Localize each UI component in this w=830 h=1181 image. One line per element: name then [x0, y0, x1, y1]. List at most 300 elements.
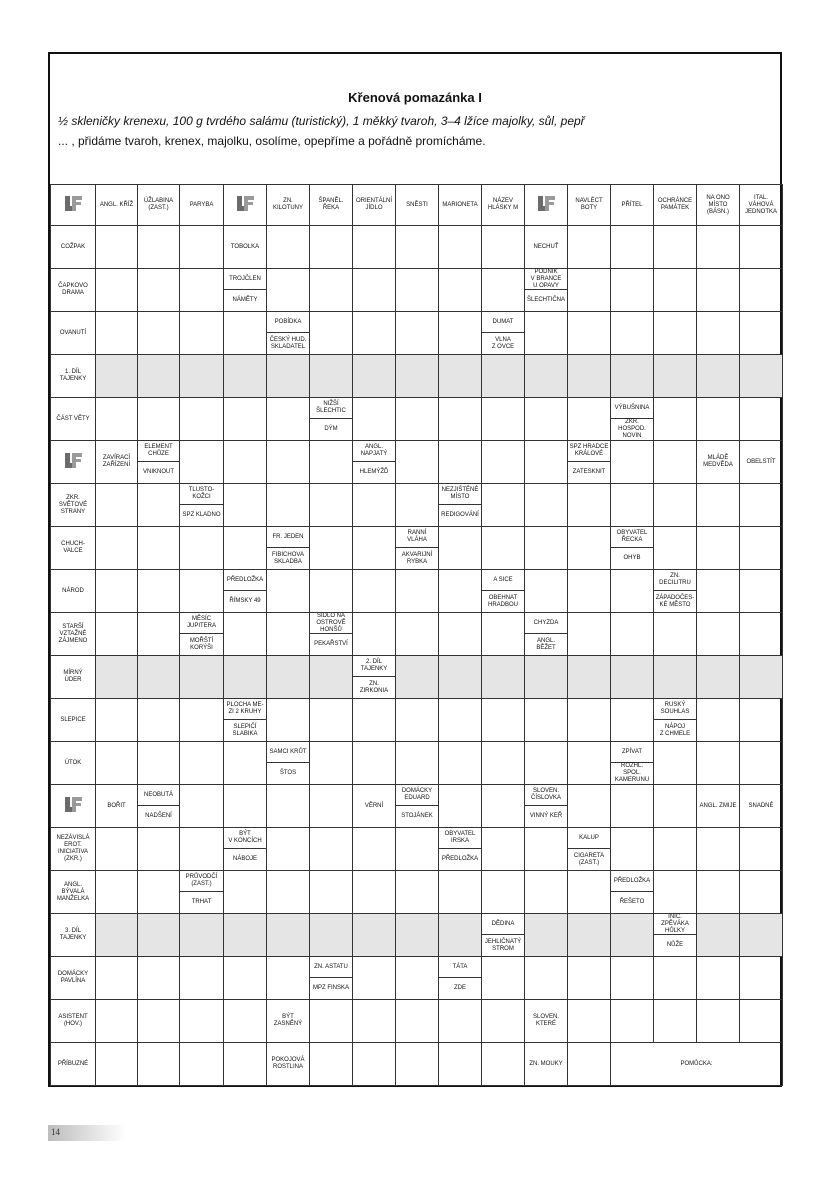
answer-cell	[310, 269, 353, 312]
answer-cell	[353, 742, 396, 785]
answer-cell	[439, 742, 482, 785]
answer-cell	[482, 1000, 525, 1043]
clue-cell	[51, 484, 96, 527]
answer-cell	[439, 699, 482, 742]
clue-cell	[525, 1000, 568, 1043]
answer-cell	[267, 269, 310, 312]
clue-text-bottom: SLEPIČÍ SLABIKA	[232, 723, 258, 737]
answer-cell	[180, 441, 224, 484]
split-clue-cell	[482, 914, 525, 957]
clue-text-top: RUSKÝ SOUHLAS	[654, 699, 696, 720]
clue-text-bottom: PEKAŘSTVÍ	[314, 641, 348, 647]
answer-cell	[482, 398, 525, 441]
answer-cell	[525, 355, 568, 398]
split-clue-cell	[611, 742, 654, 785]
clue-text-bottom: ŘEŠETO	[619, 899, 645, 905]
clue-text: ZAVÍRACÍ ZAŘÍZENÍ	[102, 455, 131, 468]
answer-cell	[740, 699, 783, 742]
clue-text-top: PODNIK V BRANCE U OPAVY	[525, 269, 567, 290]
answer-cell	[697, 312, 740, 355]
split-clue-cell	[439, 957, 482, 1000]
answer-cell	[654, 957, 697, 1000]
answer-cell	[310, 699, 353, 742]
answer-cell	[740, 484, 783, 527]
clue-text: ZN. MOUKY	[529, 1060, 563, 1067]
grid-row	[51, 957, 783, 1000]
answer-cell	[525, 699, 568, 742]
answer-cell	[568, 355, 611, 398]
answer-cell	[138, 355, 180, 398]
clue-text-top: TROJČLEN	[224, 269, 266, 290]
grid-row	[51, 742, 783, 785]
clue-cell	[525, 1043, 568, 1086]
answer-cell	[396, 742, 439, 785]
clue-text: VĚRNÍ	[364, 802, 384, 809]
answer-cell	[740, 570, 783, 613]
answer-cell	[568, 527, 611, 570]
answer-cell	[138, 226, 180, 269]
lf-logo-icon	[63, 452, 83, 472]
answer-cell	[740, 312, 783, 355]
answer-cell	[568, 570, 611, 613]
clue-cell	[51, 269, 96, 312]
clue-text-bottom: FIBICHOVA SKLADBA	[272, 551, 304, 565]
clue-text-top: VÝBUŠNINA	[611, 398, 653, 419]
answer-cell	[697, 871, 740, 914]
split-clue-cell	[224, 269, 267, 312]
clue-text-top: DĚDINA	[482, 914, 524, 935]
clue-cell	[138, 185, 180, 226]
clue-text-top: TLUSTO- KOŽCI	[180, 484, 223, 505]
answer-cell	[740, 613, 783, 656]
split-clue-cell	[180, 871, 224, 914]
answer-cell	[310, 355, 353, 398]
answer-cell	[568, 785, 611, 828]
clue-cell	[654, 185, 697, 226]
split-clue-cell	[525, 785, 568, 828]
clue-text-bottom: ZÁPADOČES- KÉ MĚSTO	[655, 594, 695, 608]
clue-text-top: BÝT V KONCÍCH	[224, 828, 266, 849]
clue-text-top: DUMAT	[482, 312, 524, 333]
answer-cell	[654, 742, 697, 785]
answer-cell	[568, 914, 611, 957]
grid-row	[51, 398, 783, 441]
answer-cell	[224, 656, 267, 699]
answer-cell	[96, 312, 138, 355]
answer-cell	[482, 957, 525, 1000]
answer-cell	[224, 398, 267, 441]
clue-text-top: DOMÁCKY EDUARD	[396, 785, 438, 806]
answer-cell	[180, 656, 224, 699]
answer-cell	[396, 312, 439, 355]
clue-cell	[96, 441, 138, 484]
answer-cell	[611, 312, 654, 355]
answer-cell	[138, 828, 180, 871]
clue-text-top: PRŮVODČÍ (ZAST.)	[180, 871, 223, 892]
answer-cell	[697, 742, 740, 785]
crossword-grid	[50, 184, 783, 1086]
clue-text-top: ZN. ASTATU	[310, 957, 352, 978]
clue-text: PARYBA	[189, 201, 214, 208]
answer-cell	[224, 484, 267, 527]
hint-cell	[611, 1043, 783, 1086]
answer-cell	[740, 226, 783, 269]
answer-cell	[96, 656, 138, 699]
answer-cell	[224, 1043, 267, 1086]
clue-cell	[740, 785, 783, 828]
split-clue-cell	[353, 441, 396, 484]
grid-row	[51, 699, 783, 742]
clue-text-bottom: OHYB	[623, 555, 641, 561]
answer-cell	[180, 1043, 224, 1086]
lf-logo-svg	[63, 195, 83, 212]
clue-text-top: SLOVEN. ČÍSLOVKA	[525, 785, 567, 806]
clue-text: NA ONO MÍSTO (BÁSN.)	[706, 194, 730, 215]
lf-logo-cell	[51, 785, 96, 828]
answer-cell	[267, 484, 310, 527]
answer-cell	[611, 699, 654, 742]
answer-cell	[267, 871, 310, 914]
clue-text: ÚTOK	[64, 759, 82, 766]
answer-cell	[96, 1000, 138, 1043]
clue-text-bottom: ŠLECHTIČNA	[526, 297, 565, 303]
clue-text: ITAL. VÁHOVÁ JEDNOTKA	[744, 194, 777, 215]
answer-cell	[267, 613, 310, 656]
answer-cell	[138, 656, 180, 699]
clue-text-bottom: SPZ KLADNO	[182, 512, 221, 518]
answer-cell	[525, 914, 568, 957]
answer-cell	[353, 355, 396, 398]
answer-cell	[568, 742, 611, 785]
answer-cell	[439, 1043, 482, 1086]
split-clue-cell	[611, 871, 654, 914]
clue-text-top: NIŽŠÍ ŠLECHTIC	[310, 398, 352, 419]
answer-cell	[654, 871, 697, 914]
answer-cell	[138, 1043, 180, 1086]
answer-cell	[310, 785, 353, 828]
answer-cell	[267, 441, 310, 484]
clue-text-top: ANGL. NAPJATÝ	[353, 441, 395, 462]
answer-cell	[740, 398, 783, 441]
answer-cell	[525, 871, 568, 914]
answer-cell	[138, 613, 180, 656]
answer-cell	[96, 957, 138, 1000]
clue-text: COŽPAK	[60, 243, 86, 250]
answer-cell	[267, 355, 310, 398]
answer-cell	[396, 828, 439, 871]
answer-cell	[568, 312, 611, 355]
answer-cell	[439, 269, 482, 312]
clue-text-top: OBYVATEL ŘECKA	[611, 527, 653, 548]
lf-logo-icon	[536, 195, 556, 215]
split-clue-cell	[224, 828, 267, 871]
clue-text-bottom: TRHAT	[191, 899, 212, 905]
answer-cell	[740, 742, 783, 785]
answer-cell	[224, 355, 267, 398]
clue-text: BOŘIT	[107, 802, 126, 809]
split-clue-cell	[138, 785, 180, 828]
grid-row	[51, 613, 783, 656]
answer-cell	[439, 226, 482, 269]
clue-text-top: TÁTA	[439, 957, 481, 978]
clue-text-top: 2. DÍL TAJENKY	[353, 656, 395, 677]
clue-text: SLOVEN. KTERÉ	[532, 1014, 559, 1027]
clue-text: ZN. KILOTUNY	[272, 198, 303, 211]
answer-cell	[439, 527, 482, 570]
answer-cell	[353, 1043, 396, 1086]
clue-text: MARIONETA	[442, 201, 478, 208]
clue-text-bottom: JEHLIČNATÝ STROM	[484, 938, 522, 952]
lf-logo-icon	[235, 195, 255, 215]
split-clue-cell	[310, 613, 353, 656]
answer-cell	[568, 699, 611, 742]
answer-cell	[310, 742, 353, 785]
clue-text-bottom: NADŠENÍ	[145, 813, 172, 819]
clue-text-top: PŘEDLOŽKA	[224, 570, 266, 591]
grid-row	[51, 355, 783, 398]
grid-row	[51, 226, 783, 269]
answer-cell	[353, 312, 396, 355]
clue-text-bottom: ZN. ZIRKONIA	[359, 680, 389, 694]
answer-cell	[482, 742, 525, 785]
answer-cell	[439, 398, 482, 441]
answer-cell	[267, 785, 310, 828]
answer-cell	[611, 828, 654, 871]
page-number-tab	[48, 1125, 126, 1141]
answer-cell	[96, 828, 138, 871]
answer-cell	[654, 828, 697, 871]
answer-cell	[353, 269, 396, 312]
answer-cell	[396, 914, 439, 957]
answer-cell	[439, 914, 482, 957]
split-clue-cell	[396, 785, 439, 828]
clue-cell	[267, 1000, 310, 1043]
page-number: 14	[51, 1127, 60, 1137]
grid-row	[51, 570, 783, 613]
answer-cell	[525, 312, 568, 355]
split-clue-cell	[482, 312, 525, 355]
answer-cell	[568, 957, 611, 1000]
grid-row	[51, 527, 783, 570]
clue-cell	[611, 185, 654, 226]
answer-cell	[180, 570, 224, 613]
answer-cell	[267, 398, 310, 441]
clue-text-bottom: HLEMÝŽĎ	[359, 469, 389, 475]
split-clue-cell	[224, 699, 267, 742]
clue-text: NÁZEV HLÁSKY M	[487, 198, 519, 211]
answer-cell	[611, 226, 654, 269]
clue-text-bottom: MPZ FINSKA	[312, 985, 349, 991]
answer-cell	[611, 785, 654, 828]
answer-cell	[654, 527, 697, 570]
clue-text: ČAPKOVO DRAMA	[58, 283, 88, 296]
answer-cell	[697, 613, 740, 656]
answer-cell	[439, 441, 482, 484]
answer-cell	[180, 914, 224, 957]
answer-cell	[396, 269, 439, 312]
clue-cell	[267, 185, 310, 226]
answer-cell	[310, 914, 353, 957]
clue-text: POKOJOVÁ ROSTLINA	[271, 1057, 305, 1070]
answer-cell	[482, 828, 525, 871]
recipe-instructions: ... , přidáme tvaroh, krenex, majolku, osolíme, opepříme a pořádně promícháme.	[58, 134, 486, 148]
lf-logo-svg	[536, 195, 556, 212]
split-clue-cell	[439, 828, 482, 871]
clue-text-bottom: ROZHL. SPOL. KAMERUNU	[614, 763, 650, 783]
answer-cell	[310, 828, 353, 871]
answer-cell	[396, 1043, 439, 1086]
lf-logo-cell	[51, 441, 96, 484]
answer-cell	[396, 441, 439, 484]
split-clue-cell	[310, 398, 353, 441]
answer-cell	[224, 957, 267, 1000]
answer-cell	[396, 613, 439, 656]
answer-cell	[525, 398, 568, 441]
answer-cell	[525, 957, 568, 1000]
answer-cell	[96, 484, 138, 527]
lf-logo-svg	[235, 195, 255, 212]
split-clue-cell	[180, 613, 224, 656]
answer-cell	[96, 226, 138, 269]
clue-cell	[51, 527, 96, 570]
answer-cell	[310, 441, 353, 484]
answer-cell	[697, 1000, 740, 1043]
clue-text: ČÁST VĚTY	[56, 415, 90, 422]
clue-text: STARŠÍ VZTAŽNÉ ZÁJMENO	[58, 623, 88, 644]
grid-row	[51, 871, 783, 914]
grid-row	[51, 785, 783, 828]
crossword-frame	[48, 52, 782, 1087]
answer-cell	[654, 312, 697, 355]
answer-cell	[138, 484, 180, 527]
clue-text: NÁROD	[62, 587, 84, 594]
answer-cell	[611, 441, 654, 484]
answer-cell	[654, 484, 697, 527]
grid-row	[51, 269, 783, 312]
answer-cell	[267, 957, 310, 1000]
lf-logo-cell	[525, 185, 568, 226]
clue-text: NAVLÉCT BOTY	[575, 198, 603, 211]
clue-text: 3. DÍL TAJENKY	[59, 928, 87, 941]
answer-cell	[180, 398, 224, 441]
answer-cell	[482, 355, 525, 398]
split-clue-cell	[267, 527, 310, 570]
answer-cell	[267, 570, 310, 613]
answer-cell	[353, 527, 396, 570]
answer-cell	[396, 226, 439, 269]
answer-cell	[525, 484, 568, 527]
clue-cell	[51, 828, 96, 871]
grid-row	[51, 1043, 783, 1086]
clue-cell	[353, 785, 396, 828]
answer-cell	[482, 527, 525, 570]
answer-cell	[611, 656, 654, 699]
clue-text-bottom: NŮŽE	[666, 942, 684, 948]
clue-text-top: A SICE	[482, 570, 524, 591]
answer-cell	[697, 355, 740, 398]
clue-text: SNĚSTI	[406, 201, 428, 208]
answer-cell	[525, 828, 568, 871]
clue-cell	[51, 613, 96, 656]
clue-cell	[740, 185, 783, 226]
answer-cell	[180, 742, 224, 785]
clue-text-top: ZPÍVAT	[611, 742, 653, 763]
hint-label: POMŮCKA:	[680, 1060, 713, 1067]
answer-cell	[180, 699, 224, 742]
clue-text: SLEPICE	[60, 716, 86, 723]
clue-text-bottom: REDIGOVÁNÍ	[441, 512, 479, 518]
clue-text-bottom: NÁBOJE	[232, 856, 257, 862]
clue-text: OCHRÁNCE PAMÁTEK	[657, 198, 693, 211]
answer-cell	[654, 441, 697, 484]
answer-cell	[611, 484, 654, 527]
clue-text: TOBOLKA	[230, 243, 260, 250]
answer-cell	[697, 699, 740, 742]
answer-cell	[396, 484, 439, 527]
answer-cell	[654, 355, 697, 398]
clue-text-top: CHYZDA	[525, 613, 567, 634]
lf-logo-icon	[63, 195, 83, 215]
answer-cell	[180, 312, 224, 355]
split-clue-cell	[224, 570, 267, 613]
clue-text: ANGL. BÝVALÁ MANŽELKA	[56, 881, 90, 902]
answer-cell	[740, 914, 783, 957]
split-clue-cell	[568, 828, 611, 871]
answer-cell	[568, 1043, 611, 1086]
answer-cell	[353, 914, 396, 957]
clue-text-top: KALUP	[568, 828, 610, 849]
answer-cell	[180, 527, 224, 570]
answer-cell	[740, 355, 783, 398]
answer-cell	[138, 527, 180, 570]
clue-text-top: MĚSÍC JUPITERA	[180, 613, 223, 634]
answer-cell	[224, 785, 267, 828]
answer-cell	[611, 355, 654, 398]
answer-cell	[396, 355, 439, 398]
answer-cell	[654, 398, 697, 441]
clue-text: CHUCH- VALCE	[61, 541, 85, 554]
answer-cell	[439, 656, 482, 699]
clue-text: ZKR. SVĚTOVÉ STRANY	[58, 494, 88, 515]
answer-cell	[654, 785, 697, 828]
answer-cell	[310, 226, 353, 269]
clue-text-top: NEZJIŠTĚNÉ MÍSTO	[439, 484, 481, 505]
clue-cell	[353, 185, 396, 226]
answer-cell	[96, 1043, 138, 1086]
answer-cell	[697, 957, 740, 1000]
answer-cell	[353, 226, 396, 269]
answer-cell	[353, 957, 396, 1000]
answer-cell	[482, 785, 525, 828]
answer-cell	[697, 484, 740, 527]
answer-cell	[740, 1000, 783, 1043]
answer-cell	[310, 656, 353, 699]
clue-text-bottom: DÝM	[324, 426, 338, 432]
answer-cell	[482, 699, 525, 742]
answer-cell	[654, 1000, 697, 1043]
clue-text: OVANUTÍ	[59, 329, 87, 336]
clue-cell	[51, 871, 96, 914]
clue-text-bottom: MOŘŠTÍ KORÝŠI	[189, 637, 214, 651]
answer-cell	[697, 226, 740, 269]
answer-cell	[353, 398, 396, 441]
clue-text: ANGL. ZMIJE	[699, 802, 737, 809]
lf-logo-cell	[224, 185, 267, 226]
clue-text-bottom: ČESKÝ HUD. SKLADATEL	[269, 336, 307, 350]
answer-cell	[697, 269, 740, 312]
clue-cell	[310, 185, 353, 226]
answer-cell	[568, 226, 611, 269]
